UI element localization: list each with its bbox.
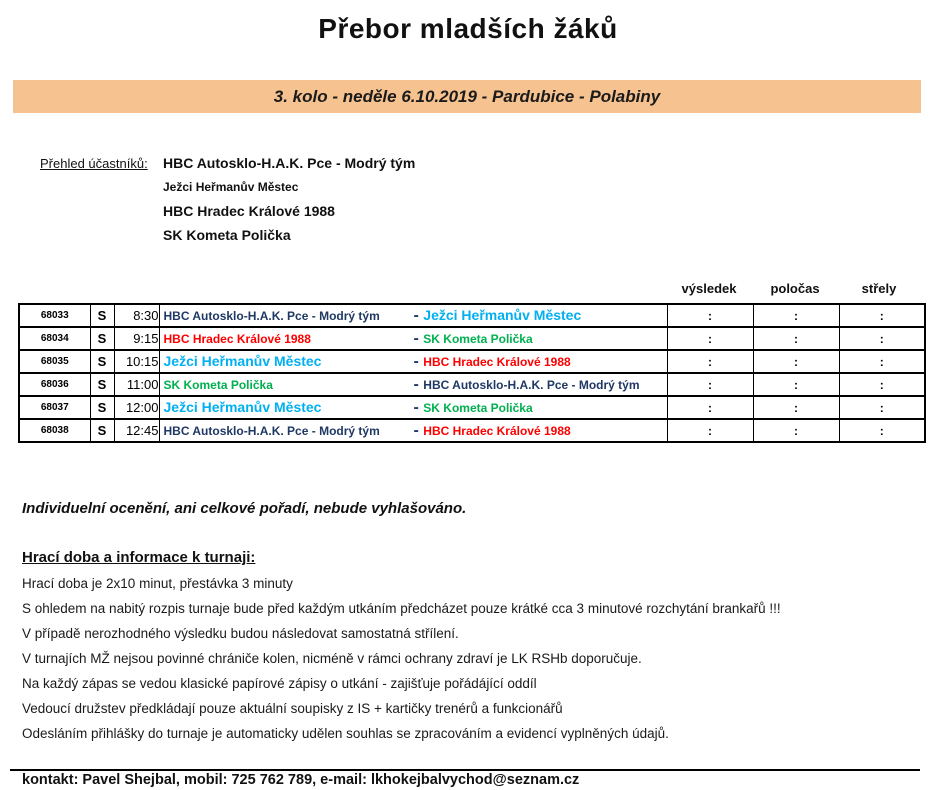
shots-cell: :	[839, 350, 925, 373]
info-line: V turnajích MŽ nejsou povinné chrániče kolen, nicméně v rámci ochrany zdraví je LK RSHb doporučuje.	[22, 651, 642, 666]
away-team: HBC Hradec Králové 1988	[423, 423, 571, 438]
match-id: 68036	[19, 373, 90, 396]
shots-cell: :	[839, 373, 925, 396]
match-teams	[159, 350, 667, 373]
match-id: 68034	[19, 327, 90, 350]
footer-divider	[10, 769, 920, 771]
info-line: V případě nerozhodného výsledku budou následovat samostatná střílení.	[22, 626, 459, 641]
teams-dash: -	[413, 421, 419, 439]
result-cell: :	[667, 396, 753, 419]
away-team-wrap	[414, 307, 582, 325]
match-row	[19, 396, 925, 419]
away-team: SK Kometa Polička	[423, 400, 533, 415]
match-flag: S	[90, 304, 114, 327]
halftime-cell: :	[753, 419, 839, 442]
match-teams	[159, 304, 667, 327]
match-time: 12:00	[114, 396, 159, 419]
away-team-wrap	[414, 330, 533, 348]
info-line: Vedoucí družstev předkládají pouze aktuální soupisky z IS + kartičky trenérů a funkcionářů	[22, 701, 563, 716]
round-banner: 3. kolo - neděle 6.10.2019 - Pardubice - Polabiny	[13, 80, 921, 113]
teams-dash: -	[413, 398, 419, 416]
match-flag: S	[90, 396, 114, 419]
match-id: 68035	[19, 350, 90, 373]
participants-label: Přehled účastníků:	[40, 156, 148, 171]
match-teams	[159, 396, 667, 419]
halftime-cell: :	[753, 350, 839, 373]
info-line: Odesláním přihlášky do turnaje je automaticky udělen souhlas se zpracováním a evidencí vyplněných údajů.	[22, 726, 669, 741]
away-team: HBC Autosklo-H.A.K. Pce - Modrý tým	[423, 377, 640, 392]
halftime-cell: :	[753, 327, 839, 350]
away-team-wrap	[414, 353, 571, 371]
match-row	[19, 304, 925, 327]
participant-team: HBC Hradec Králové 1988	[163, 203, 335, 219]
home-team: HBC Autosklo-H.A.K. Pce - Modrý tým	[163, 308, 380, 323]
match-flag: S	[90, 373, 114, 396]
match-id: 68033	[19, 304, 90, 327]
teams-dash: -	[413, 329, 419, 347]
result-cell: :	[667, 304, 753, 327]
match-row	[19, 327, 925, 350]
match-teams	[159, 373, 667, 396]
halftime-column-header: poločas	[770, 281, 820, 296]
away-team: SK Kometa Polička	[423, 331, 533, 346]
participant-team: SK Kometa Polička	[163, 227, 291, 243]
shots-cell: :	[839, 419, 925, 442]
info-line: Hrací doba je 2x10 minut, přestávka 3 minuty	[22, 576, 293, 591]
shots-cell: :	[839, 396, 925, 419]
info-line: S ohledem na nabitý rozpis turnaje bude před každým utkáním předcházet pouze krátké cca 3 minutové rozchytání brankařů !!!	[22, 601, 781, 616]
match-time: 8:30	[114, 304, 159, 327]
result-cell: :	[667, 419, 753, 442]
away-team: Ježci Heřmanův Městec	[423, 306, 582, 323]
halftime-cell: :	[753, 304, 839, 327]
match-time: 10:15	[114, 350, 159, 373]
match-teams	[159, 419, 667, 442]
result-cell: :	[667, 350, 753, 373]
participant-team: Ježci Heřmanův Městec	[163, 180, 299, 194]
match-teams	[159, 327, 667, 350]
away-team-wrap	[414, 376, 640, 394]
match-time: 12:45	[114, 419, 159, 442]
home-team: Ježci Heřmanův Městec	[163, 398, 322, 415]
result-cell: :	[667, 327, 753, 350]
match-flag: S	[90, 327, 114, 350]
match-flag: S	[90, 350, 114, 373]
match-time: 9:15	[114, 327, 159, 350]
info-lines	[22, 571, 781, 746]
away-team: HBC Hradec Králové 1988	[423, 354, 571, 369]
halftime-cell: :	[753, 396, 839, 419]
note-text: Individuelní ocenění, ani celkové pořadí, nebude vyhlašováno.	[22, 500, 467, 517]
match-id: 68038	[19, 419, 90, 442]
shots-cell: :	[839, 327, 925, 350]
teams-dash: -	[413, 375, 419, 393]
home-team: HBC Hradec Králové 1988	[163, 331, 311, 346]
home-team: Ježci Heřmanův Městec	[163, 352, 322, 369]
match-row	[19, 373, 925, 396]
info-line: Na každý zápas se vedou klasické papírové zápisy o utkání - zajišťuje pořádájící oddíl	[22, 676, 537, 691]
match-row	[19, 419, 925, 442]
away-team-wrap	[414, 399, 533, 417]
result-column-header: výsledek	[681, 281, 737, 296]
away-team-wrap	[414, 422, 571, 440]
participant-team: HBC Autosklo-H.A.K. Pce - Modrý tým	[163, 155, 416, 171]
halftime-cell: :	[753, 373, 839, 396]
schedule-table	[18, 303, 926, 443]
teams-dash: -	[413, 306, 419, 324]
home-team: SK Kometa Polička	[163, 377, 273, 392]
match-time: 11:00	[114, 373, 159, 396]
info-heading: Hrací doba a informace k turnaji:	[22, 549, 256, 566]
match-row	[19, 350, 925, 373]
result-cell: :	[667, 373, 753, 396]
contact-footer: kontakt: Pavel Shejbal, mobil: 725 762 789, e-mail: lkhokejbalvychod@seznam.cz	[22, 772, 580, 788]
match-flag: S	[90, 419, 114, 442]
match-id: 68037	[19, 396, 90, 419]
teams-dash: -	[413, 352, 419, 370]
shots-cell: :	[839, 304, 925, 327]
home-team: HBC Autosklo-H.A.K. Pce - Modrý tým	[163, 423, 380, 438]
page-title: Přebor mladších žáků	[318, 13, 618, 44]
participants-list	[163, 151, 415, 247]
shots-column-header: střely	[861, 281, 897, 296]
